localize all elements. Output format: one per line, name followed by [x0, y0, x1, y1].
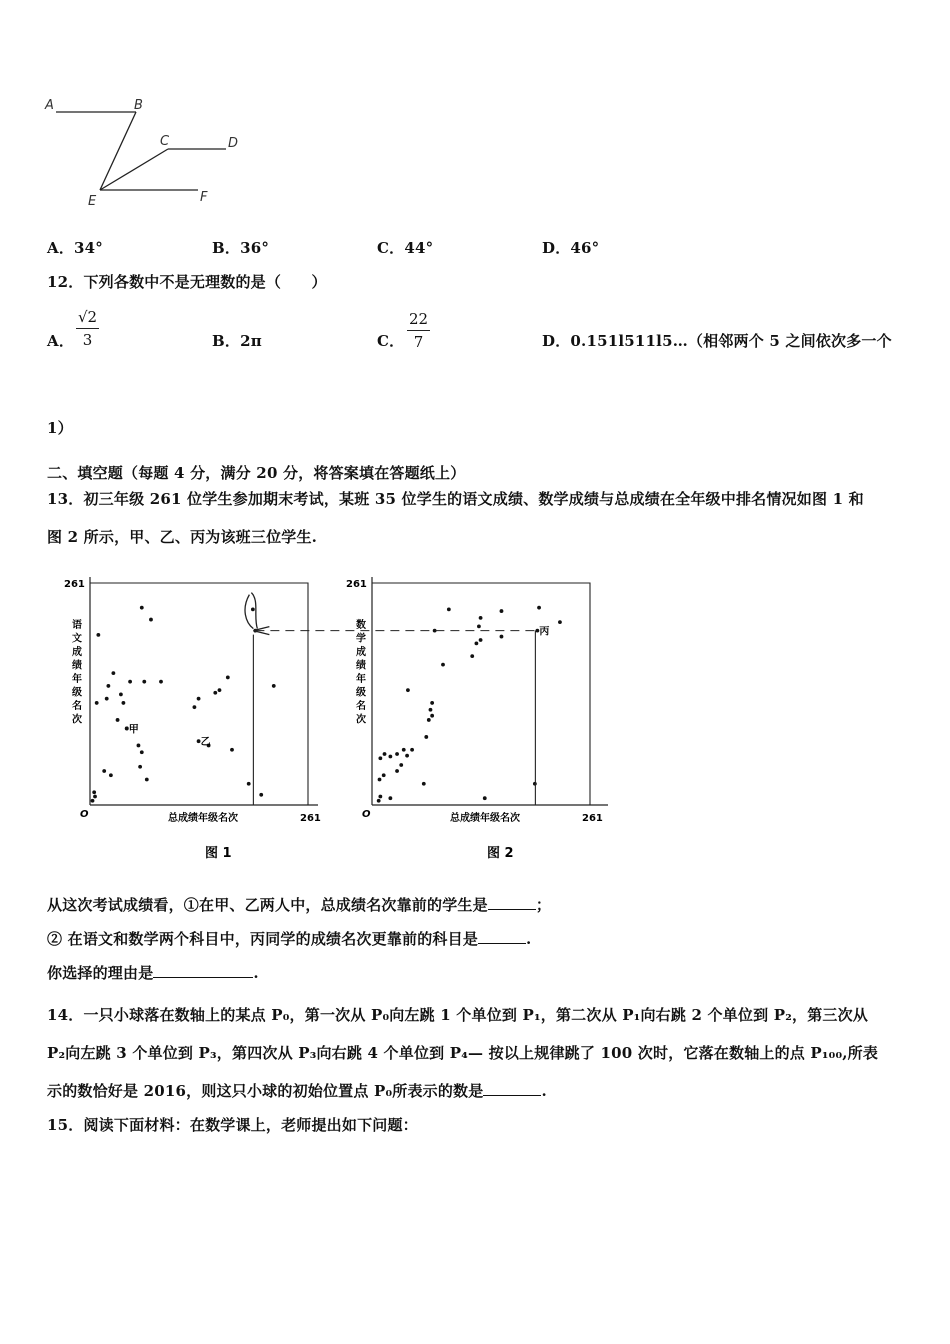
chart1-data-point [247, 782, 251, 786]
chart2-origin-label: O [362, 809, 371, 820]
chart2-y-tick-max: 261 [346, 579, 367, 590]
chart1-x-label: 总成绩年级名次 [168, 813, 238, 824]
chart2-data-point [422, 782, 426, 786]
q13-question-1 [47, 894, 551, 915]
chart2-data-point [395, 752, 399, 756]
chart1-data-point [140, 750, 144, 754]
chart1-data-point [96, 633, 100, 637]
chart1-y-tick-max: 261 [64, 579, 85, 590]
chart1-data-point [226, 676, 230, 680]
chart1-data-point [230, 748, 234, 752]
chart2-data-point [558, 620, 562, 624]
chart2-data-point [427, 718, 431, 722]
label-b: B [134, 98, 143, 113]
q13-question-1-text: 从这次考试成绩看，①在甲、乙两人中，总成绩名次靠前的学生是 [47, 896, 488, 914]
chart1-data-point [111, 671, 115, 675]
chart2-data-point [377, 799, 381, 803]
chart2-data-point [441, 663, 445, 667]
chart2-data-point [447, 607, 451, 611]
chart1-origin-label: O [80, 809, 89, 820]
q12-option-a-numerator: √2 [76, 308, 99, 329]
chart1-data-point [93, 795, 97, 799]
label-a: A [45, 98, 54, 113]
chart1-data-point [259, 793, 263, 797]
chart2-point-label-丙: 丙 [539, 626, 550, 638]
chart1-data-point [92, 790, 96, 794]
label-d: D [228, 136, 239, 151]
q13-line-2: 图 2 所示，甲、乙、丙为该班三位学生. [47, 528, 318, 546]
segment-be [100, 112, 136, 190]
chart2-data-point [378, 778, 382, 782]
chart2-data-point [483, 796, 487, 800]
chart1-data-point [251, 607, 255, 611]
answer-blank-3[interactable] [153, 963, 253, 978]
q12-option-c-denominator: 7 [413, 333, 424, 351]
chart1-data-point [145, 778, 149, 782]
chart1-point-label-甲: 甲 [128, 724, 139, 736]
chart1-data-point [197, 697, 201, 701]
label-c: C [160, 134, 170, 149]
chart1-data-point [119, 693, 123, 697]
chart2-data-point [470, 654, 474, 658]
chart2-data-point [537, 606, 541, 610]
q11-option-b: B．36° [212, 239, 270, 257]
chart2-data-point [395, 769, 399, 773]
chart2-data-point [475, 641, 479, 645]
q15-line-1: 15．阅读下面材料：在数学课上，老师提出如下问题： [47, 1116, 418, 1134]
q14-line-1: 14．一只小球落在数轴上的某点 P₀，第一次从 P₀向左跳 1 个单位到 P₁，第二次从 P₁向右跳 2 个单位到 P₂，第三次从 [47, 1006, 868, 1024]
q12-option-b: B．2π [212, 332, 262, 350]
geometry-figure [40, 95, 260, 213]
chart2-data-point [479, 638, 483, 642]
chart1-data-point [140, 606, 144, 610]
label-f: F [200, 190, 208, 205]
chart1-bing-marker [245, 593, 257, 629]
chart1-data-point [109, 773, 113, 777]
chart2-data-point [405, 754, 409, 758]
chart1-y-label: 语文成绩年级名次 [72, 620, 82, 726]
section-heading: 二、填空题（每题 4 分，满分 20 分，将答案填在答题纸上） [47, 464, 466, 482]
chart2-data-point [406, 688, 410, 692]
chart1-data-point [102, 769, 106, 773]
q14-line-3-text: 示的数恰好是 2016，则这只小球的初始位置点 P₀所表示的数是 [47, 1082, 484, 1100]
q11-option-d: D．46° [542, 239, 600, 257]
chart1-data-point [137, 744, 141, 748]
q11-option-c: C．44° [377, 239, 434, 257]
chart2-data-point [402, 748, 406, 752]
q13-question-2 [47, 928, 531, 949]
q13-question-2-end: . [526, 930, 532, 948]
segment-ec [100, 149, 168, 190]
chart1-data-point [142, 680, 146, 684]
chart1-data-point [116, 718, 120, 722]
chart1-point-label-乙: 乙 [200, 737, 211, 749]
q12-option-c-fraction [407, 310, 430, 351]
chart2-data-point [378, 795, 382, 799]
q13-question-2-text: ② 在语文和数学两个科目中，丙同学的成绩名次更靠前的科目是 [47, 930, 479, 948]
q13-line-1: 13．初三年级 261 位学生参加期末考试，某班 35 位学生的语文成绩、数学成绩与总成绩在全年级中排名情况如图 1 和 [47, 490, 864, 508]
chart1-data-point [91, 799, 95, 803]
q12-option-a-fraction [76, 308, 99, 349]
q13-question-1-end: ； [535, 896, 552, 914]
scatter-figures [40, 560, 630, 870]
chart1-data-point [138, 765, 142, 769]
chart1-data-point [105, 697, 109, 701]
chart2-data-point [388, 796, 392, 800]
chart2-data-point [500, 609, 504, 613]
answer-blank-2[interactable] [478, 929, 526, 944]
q12-option-d-continued: 1） [47, 419, 73, 437]
q12-option-a-denominator: 3 [82, 331, 93, 349]
chart1-data-point [193, 705, 197, 709]
q12-option-c-label: C． [377, 332, 405, 350]
chart2-data-point [388, 755, 392, 759]
q13-question-3-end: . [253, 964, 259, 982]
answer-blank-1[interactable] [488, 895, 536, 910]
answer-blank-4[interactable] [483, 1081, 541, 1096]
chart1-data-point [159, 680, 163, 684]
q12-option-c-numerator: 22 [407, 310, 430, 331]
chart2-data-point [500, 635, 504, 639]
chart2-data-point [378, 756, 382, 760]
chart1-title: 图 1 [205, 846, 232, 861]
chart1-data-point [106, 684, 110, 688]
q14-line-2: P₂向左跳 3 个单位到 P₃，第四次从 P₃向右跳 4 个单位到 P₄— 按以上规律跳了 100 次时，它落在数轴上的点 P₁₀₀,所表 [47, 1044, 879, 1062]
q11-option-a: A．34° [47, 239, 104, 257]
chart2-data-point [382, 773, 386, 777]
chart2-data-point [383, 752, 387, 756]
chart2-data-point [479, 616, 483, 620]
q12-option-a-label: A． [47, 332, 75, 350]
chart2-data-point [424, 735, 428, 739]
chart2-data-point [429, 708, 433, 712]
chart1-data-point [122, 701, 126, 705]
chart1-data-point [95, 701, 99, 705]
chart1-data-point [213, 691, 217, 695]
chart2-data-point [430, 714, 434, 718]
q13-question-3-text: 你选择的理由是 [47, 964, 154, 982]
chart1-data-point [272, 684, 276, 688]
chart2-data-point [399, 763, 403, 767]
q14-line-3-end: . [541, 1082, 547, 1100]
q14-line-3 [47, 1080, 547, 1101]
chart2-data-point [430, 701, 434, 705]
chart2-y-label: 数学成绩年级名次 [356, 620, 366, 726]
q13-question-3 [47, 962, 259, 983]
chart2-data-point [410, 748, 414, 752]
chart1-data-point [218, 688, 222, 692]
chart2-x-label: 总成绩年级名次 [450, 813, 520, 824]
q12-option-d: D．0.151l511l5…（相邻两个 5 之间依次多一个 [542, 332, 892, 350]
chart1-data-point [128, 680, 132, 684]
chart2-data-point [477, 624, 481, 628]
chart1-x-tick-max: 261 [300, 813, 321, 824]
q12-stem: 12．下列各数中不是无理数的是（ ） [47, 273, 327, 291]
chart2-x-tick-max: 261 [582, 813, 603, 824]
chart2-title: 图 2 [487, 846, 514, 861]
label-e: E [88, 194, 97, 209]
chart1-data-point [149, 618, 153, 622]
